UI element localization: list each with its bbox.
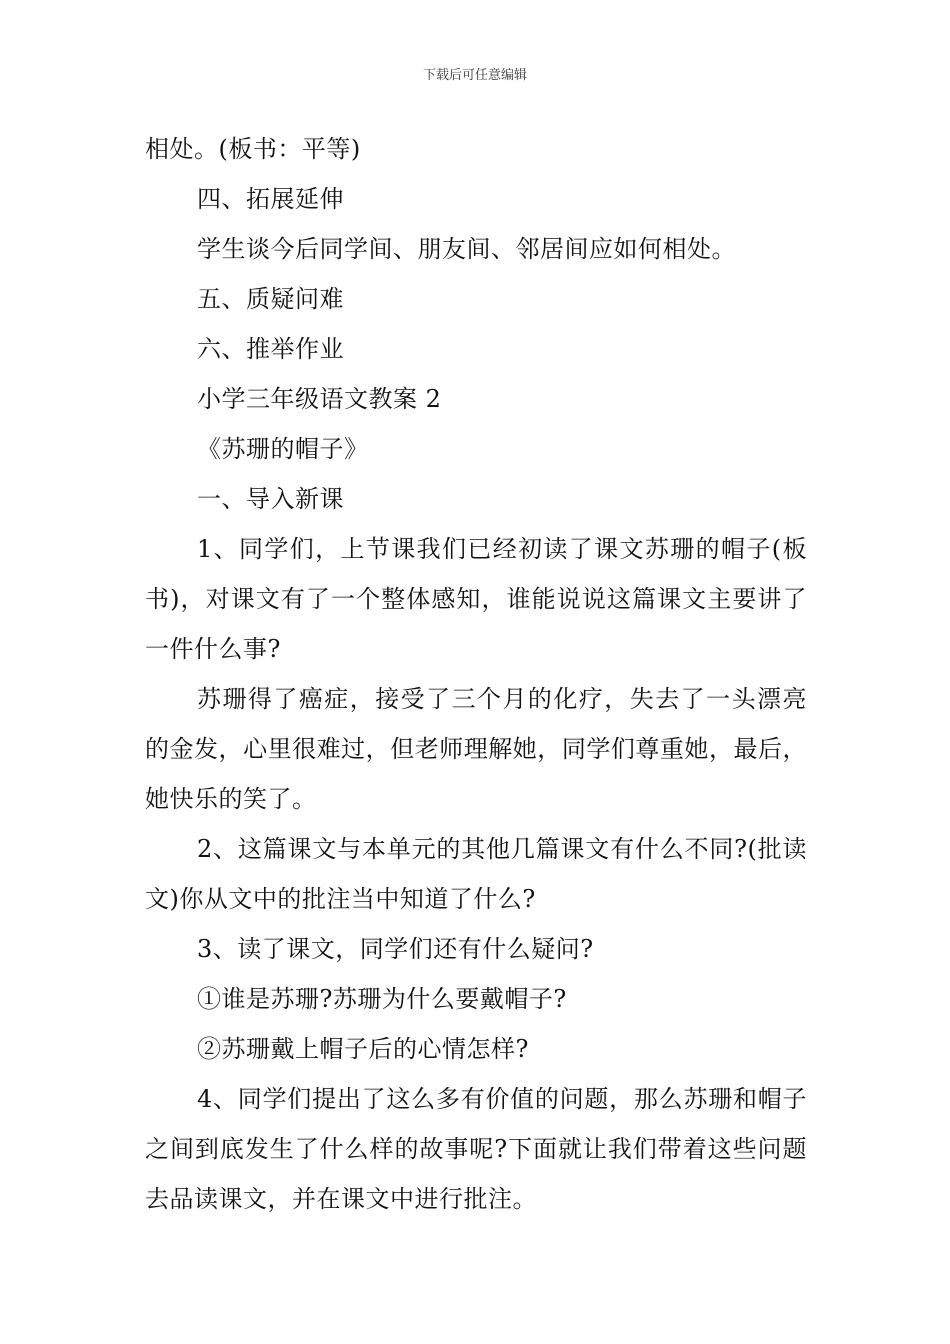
paragraph-discussion: 学生谈今后同学间、朋友间、邻居间应如何相处。: [197, 235, 736, 263]
document-body: [145, 124, 807, 1224]
section-heading-extension: 四、拓展延伸: [197, 185, 344, 213]
paragraph-step-1: 1、同学们，上节课我们已经初读了课文苏珊的帽子(板书)，对课文有了一个整体感知，谁能说说这篇课文主要讲了一件什么事?: [145, 535, 807, 663]
lesson-plan-title: 小学三年级语文教案 2: [197, 385, 442, 413]
lesson-text-title: 《苏珊的帽子》: [197, 435, 369, 463]
paragraph-step-3: 3、读了课文，同学们还有什么疑问?: [197, 935, 594, 963]
paragraph-question-1: ①谁是苏珊?苏珊为什么要戴帽子?: [197, 985, 567, 1013]
section-heading-questions: 五、质疑问难: [197, 285, 344, 313]
section-heading-introduction: 一、导入新课: [197, 485, 344, 513]
page-header-note: 下载后可任意编辑: [422, 68, 527, 83]
paragraph-step-2: 2、这篇课文与本单元的其他几篇课文有什么不同?(批读文)你从文中的批注当中知道了什么?: [145, 835, 807, 913]
section-heading-homework: 六、推举作业: [197, 335, 344, 363]
paragraph-continuation: 相处。(板书：平等): [145, 135, 361, 163]
paragraph-step-4: 4、同学们提出了这么多有价值的问题，那么苏珊和帽子之间到底发生了什么样的故事呢?下面就让我们带着这些问题去品读课文，并在课文中进行批注。: [145, 1085, 807, 1213]
paragraph-summary: 苏珊得了癌症，接受了三个月的化疗，失去了一头漂亮的金发，心里很难过，但老师理解她，同学们尊重她，最后，她快乐的笑了。: [145, 685, 807, 813]
paragraph-question-2: ②苏珊戴上帽子后的心情怎样?: [197, 1035, 529, 1063]
